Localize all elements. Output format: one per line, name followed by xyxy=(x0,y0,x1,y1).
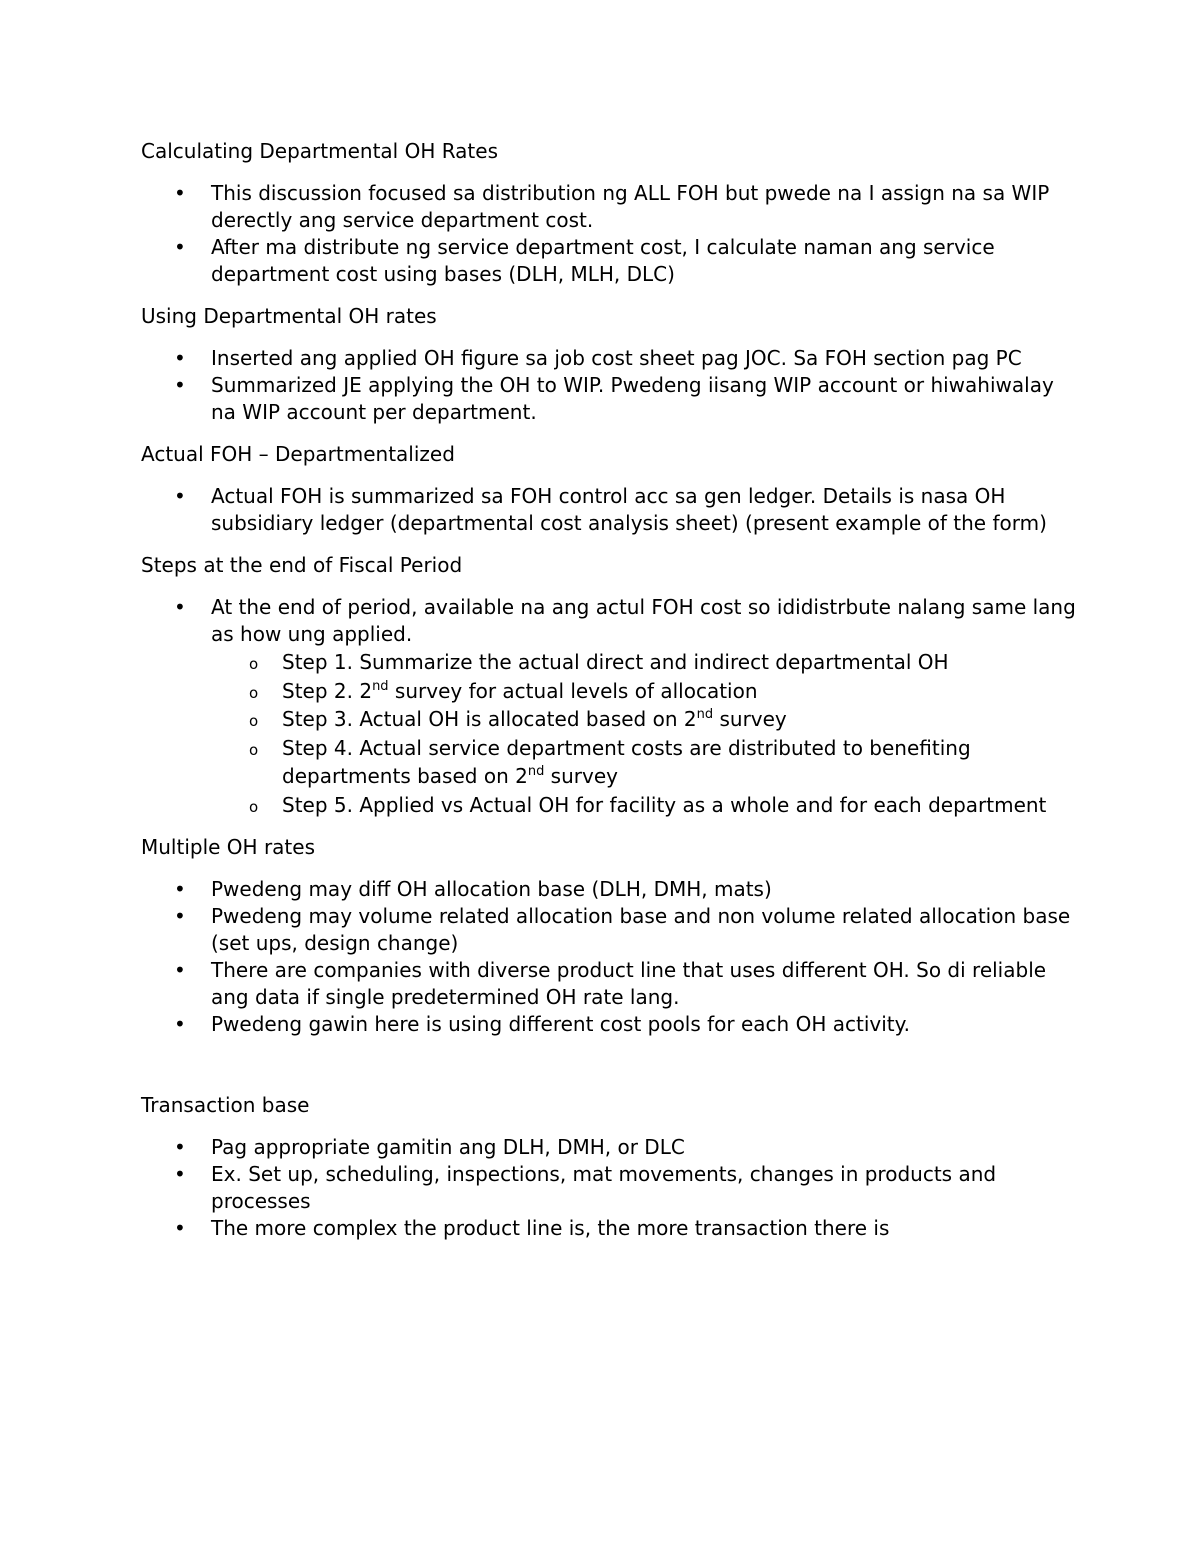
step-text: Step 1. Summarize the actual direct and indirect departmental OH xyxy=(282,650,949,674)
step-text: Step 5. Applied vs Actual OH for facility as a whole and for each department xyxy=(282,792,1047,817)
ordinal-suffix: nd xyxy=(696,707,714,722)
step-text-tail: survey xyxy=(544,764,618,788)
bullet-item: • Inserted ang applied OH figure sa job cost sheet pag JOC. Sa FOH section pag PC xyxy=(141,345,1081,372)
bullet-list xyxy=(141,345,1081,426)
ordinal-suffix: nd xyxy=(372,678,389,694)
bullet-list xyxy=(141,483,1081,537)
section-heading: Actual FOH – Departmentalized xyxy=(141,442,455,466)
bullet-item: • Pwedeng may diff OH allocation base (DLH, DMH, mats) xyxy=(141,876,1081,903)
bullet-list xyxy=(141,594,1081,819)
step-item xyxy=(141,734,1081,791)
section-heading: Multiple OH rates xyxy=(141,835,315,859)
bullet-text: At the end of period, available na ang actul FOH cost so ididistrbute nalang same lang as how ung applied. xyxy=(211,595,1076,646)
bullet-item: • There are companies with diverse product line that uses different OH. So di reliable ang data if single predetermined OH rate lang. xyxy=(141,957,1081,1011)
bullet-item: • Pag appropriate gamitin ang DLH, DMH, or DLC xyxy=(141,1134,1081,1161)
bullet-item xyxy=(141,594,1081,819)
bullet-item: • Pwedeng may volume related allocation base and non volume related allocation base (set ups, design change) xyxy=(141,903,1081,957)
blank-line xyxy=(141,1053,1081,1092)
bullet-item: • Actual FOH is summarized sa FOH control acc sa gen ledger. Details is nasa OH subsidiary ledger (departmental cost analysis sheet) (present example of the form) xyxy=(141,483,1081,537)
section-heading: Transaction base xyxy=(141,1093,310,1117)
step-item xyxy=(141,648,1081,677)
bullet-list xyxy=(141,876,1081,1038)
step-text: Step 4. Actual service department costs are distributed to benefiting departments based on 2 xyxy=(282,735,971,788)
bullet-item: • Pwedeng gawin here is using different cost pools for each OH activity. xyxy=(141,1011,1081,1038)
step-text-tail: survey xyxy=(713,707,787,731)
step-text: Step 2. 2 xyxy=(282,678,373,703)
bullet-item: • After ma distribute ng service department cost, I calculate naman ang service department cost using bases (DLH, MLH, DLC) xyxy=(141,234,1081,288)
section-heading: Steps at the end of Fiscal Period xyxy=(141,553,463,577)
step-list xyxy=(211,648,1081,819)
section-heading: Using Departmental OH rates xyxy=(141,304,437,328)
section-heading: Calculating Departmental OH Rates xyxy=(141,139,499,163)
step-text: Step 3. Actual OH is allocated based on 2 xyxy=(282,707,697,731)
bullet-item: • Ex. Set up, scheduling, inspections, mat movements, changes in products and processes xyxy=(141,1161,1081,1215)
document-page xyxy=(141,138,1081,1257)
bullet-list xyxy=(141,1134,1081,1242)
bullet-list xyxy=(141,180,1081,288)
ordinal-suffix: nd xyxy=(527,764,545,779)
step-item xyxy=(141,791,1081,820)
bullet-item: • Summarized JE applying the OH to WIP. Pwedeng iisang WIP account or hiwahiwalay na WIP account per department. xyxy=(141,372,1081,426)
step-text-tail: survey for actual levels of allocation xyxy=(388,678,758,703)
bullet-item: • The more complex the product line is, the more transaction there is xyxy=(141,1215,1081,1242)
step-item xyxy=(141,705,1081,734)
bullet-item: • This discussion focused sa distribution ng ALL FOH but pwede na I assign na sa WIP derectly ang service department cost. xyxy=(141,180,1081,234)
step-item xyxy=(141,677,1081,706)
